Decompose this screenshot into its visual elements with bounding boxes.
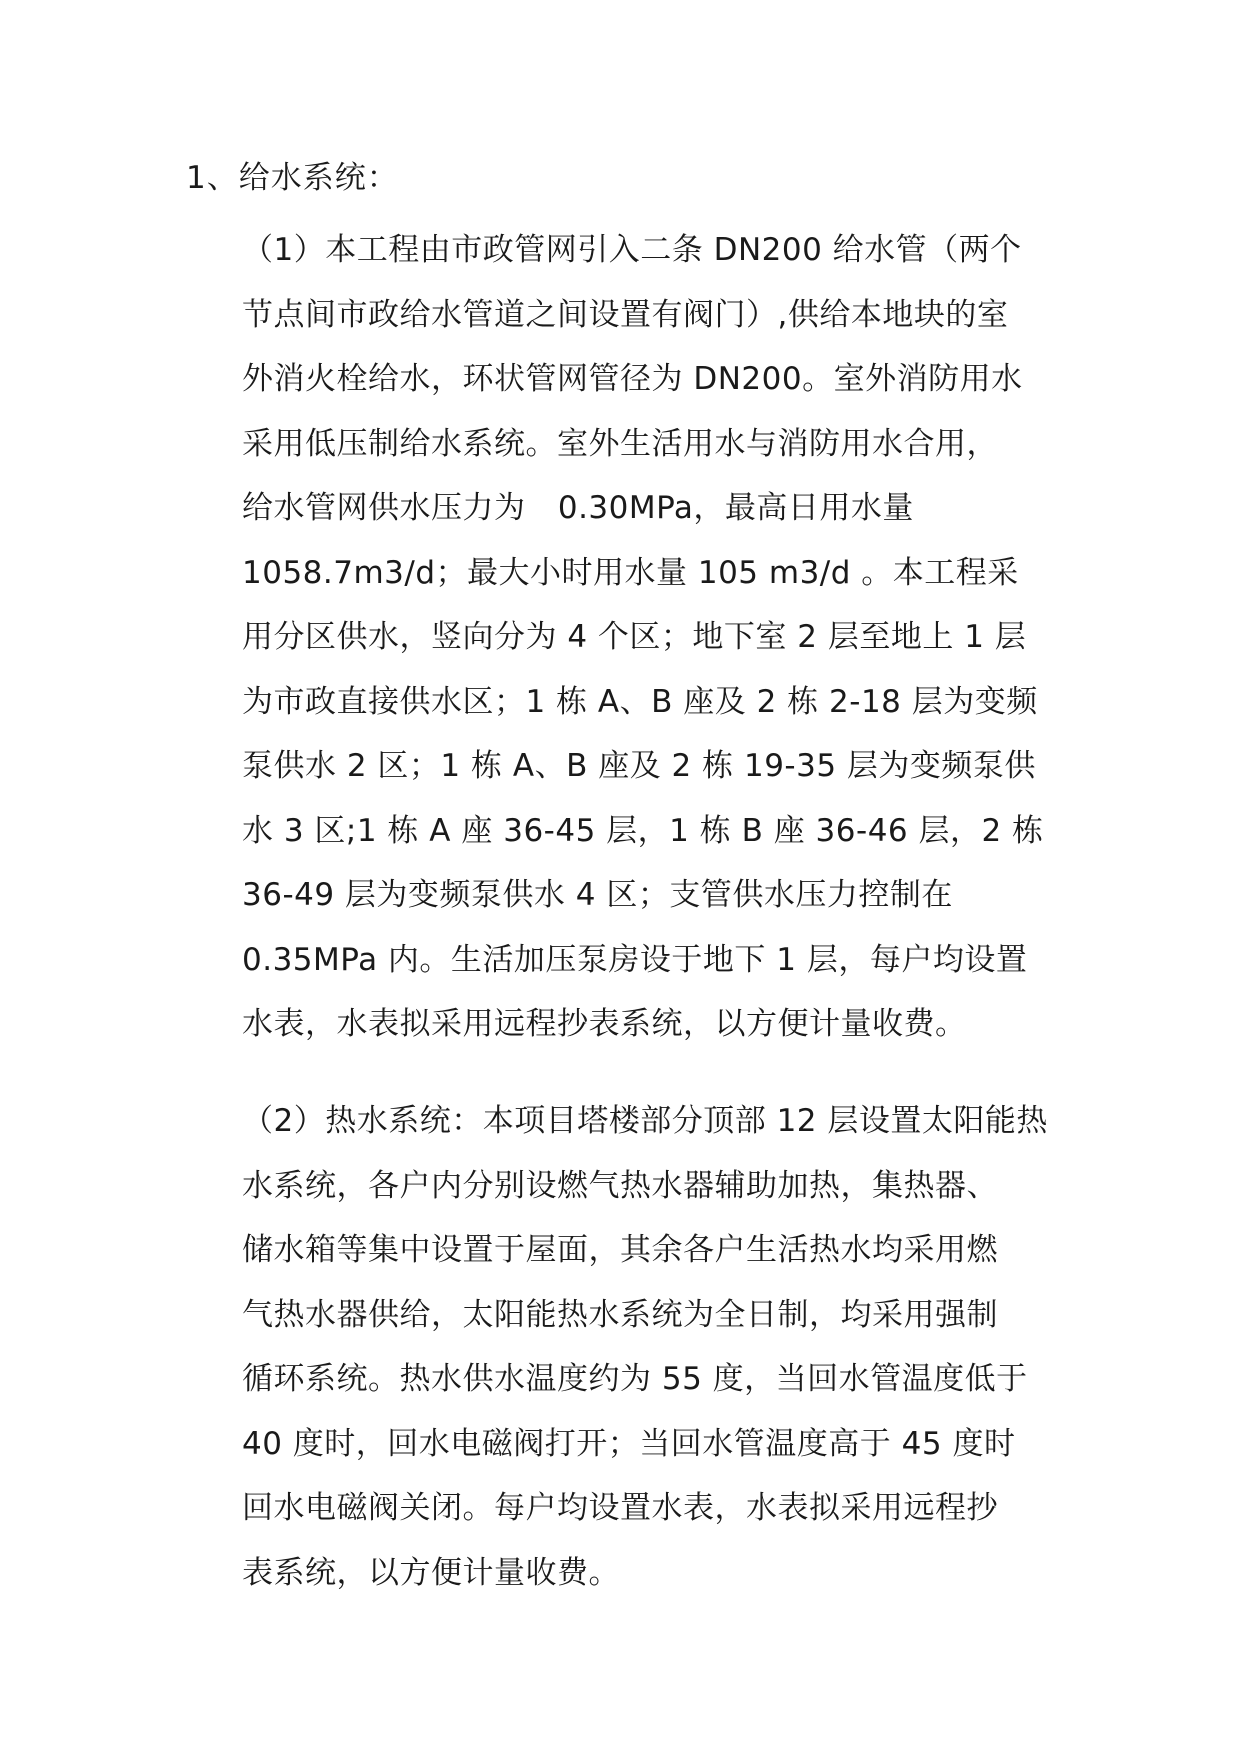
text-line: （2）热水系统：本项目塔楼部分顶部 12 层设置太阳能热 [242,1103,1048,1139]
text-line: 节点间市政给水管道之间设置有阀门）,供给本地块的室 [242,296,1009,333]
text-line: 用分区供水，竖向分为 4 个区；地下室 2 层至地上 1 层 [242,619,1027,655]
text-line: 外消火栓给水，环状管网管径为 DN200。室外消防用水 [242,361,1023,397]
paragraph-water-supply [242,218,1047,1057]
text-line: 采用低压制给水系统。室外生活用水与消防用水合用， [242,425,998,462]
text-line: 36-49 层为变频泵供水 4 区；支管供水压力控制在 [242,877,953,913]
section-heading: 1、给水系统： [186,160,399,196]
text-line: 气热水器供给，太阳能热水系统为全日制，均采用强制 [242,1296,998,1333]
text-line: （1）本工程由市政管网引入二条 DN200 给水管（两个 [242,232,1022,268]
text-line: 0.35MPa 内。生活加压泵房设于地下 1 层，每户均设置 [242,941,1028,978]
text-line: 40 度时，回水电磁阀打开；当回水管温度高于 45 度时 [242,1425,1016,1462]
text-line: 回水电磁阀关闭。每户均设置水表，水表拟采用远程抄 [242,1490,998,1526]
text-line: 1058.7m3/d；最大小时用水量 105 m3/d 。本工程采 [242,554,1019,591]
text-line: 泵供水 2 区；1 栋 A、B 座及 2 栋 19-35 层为变频泵供 [242,748,1036,784]
text-line: 水表，水表拟采用远程抄表系统，以方便计量收费。 [242,1006,967,1042]
text-line: 水 3 区;1 栋 A 座 36-45 层，1 栋 B 座 36-46 层，2 栋 [242,812,1044,849]
text-line: 水系统，各户内分别设燃气热水器辅助加热，集热器、 [242,1167,998,1204]
text-line: 循环系统。热水供水温度约为 55 度，当回水管温度低于 [242,1361,1028,1397]
paragraph-hot-water [242,1089,1047,1605]
text-line: 储水箱等集中设置于屋面，其余各户生活热水均采用燃 [242,1232,998,1268]
text-line: 为市政直接供水区；1 栋 A、B 座及 2 栋 2-18 层为变频 [242,683,1038,720]
text-line: 给水管网供水压力为 0.30MPa，最高日用水量 [242,490,914,526]
text-line: 表系统，以方便计量收费。 [242,1554,620,1591]
